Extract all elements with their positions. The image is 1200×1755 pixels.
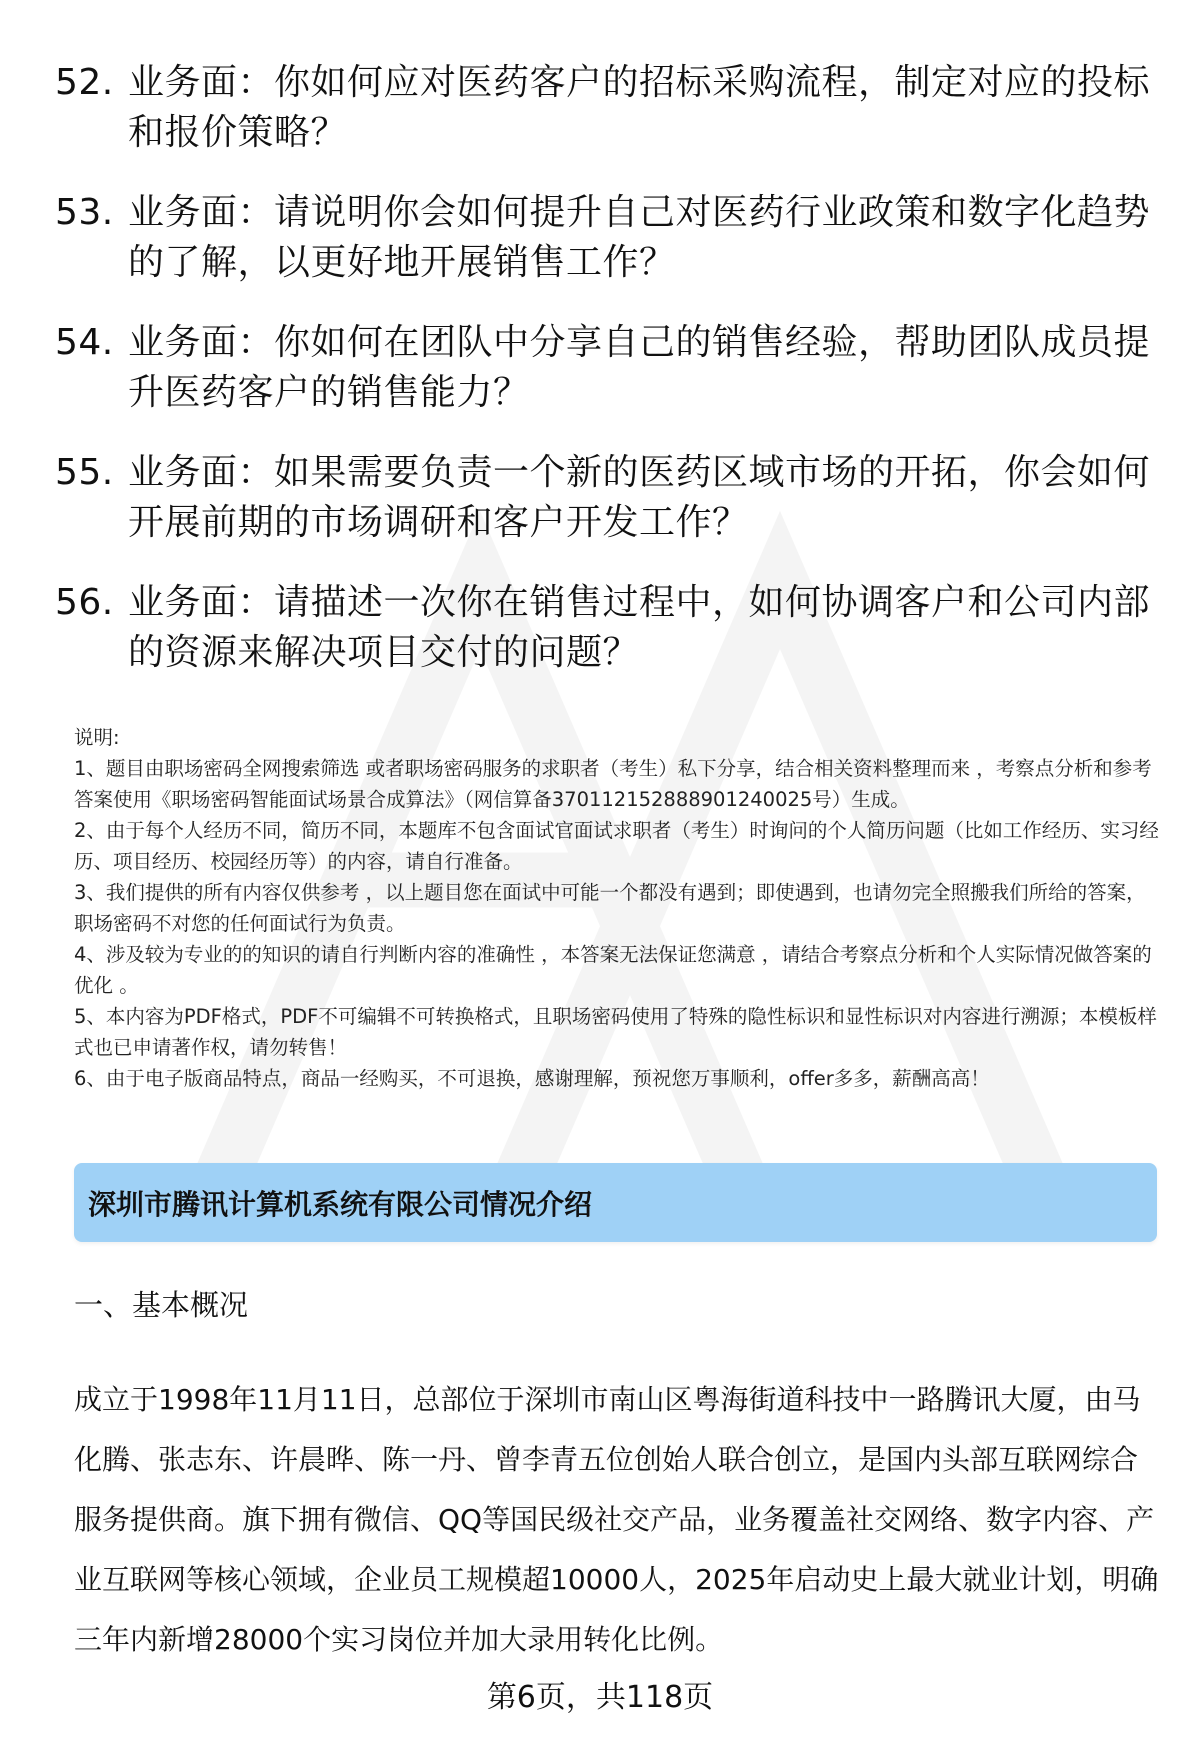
question-item — [55, 578, 1165, 678]
question-text: 业务面：你如何在团队中分享自己的销售经验，帮助团队成员提升医药客户的销售能力？ — [128, 322, 1151, 413]
question-number: 55. — [55, 452, 114, 493]
note-item: 6、由于电子版商品特点，商品一经购买，不可退换，感谢理解，预祝您万事顺利，offer多多，薪酬高高！ — [74, 1067, 990, 1090]
question-number: 56. — [55, 582, 114, 623]
question-text: 业务面：请说明你会如何提升自己对医药行业政策和数字化趋势的了解，以更好地开展销售工作？ — [128, 192, 1151, 283]
question-number: 52. — [55, 62, 114, 103]
notes-section — [74, 722, 1159, 1094]
section-heading: 一、基本概况 — [74, 1288, 249, 1322]
note-item: 1、题目由职场密码全网搜索筛选 或者职场密码服务的求职者（考生）私下分享，结合相关资料整理而来 ，考察点分析和参考答案使用《职场密码智能面试场景合成算法》（网信算备370112152888901240025号）生成。 — [74, 757, 1152, 811]
question-number: 53. — [55, 192, 114, 233]
question-item — [55, 448, 1165, 548]
question-text: 业务面：你如何应对医药客户的招标采购流程，制定对应的投标和报价策略？ — [128, 62, 1151, 153]
question-item — [55, 58, 1165, 158]
note-item: 3、我们提供的所有内容仅供参考 ，以上题目您在面试中可能一个都没有遇到；即使遇到，也请勿完全照搬我们所给的答案，职场密码不对您的任何面试行为负责。 — [74, 881, 1146, 935]
company-banner — [74, 1163, 1157, 1242]
company-overview-paragraph: 成立于1998年11月11日，总部位于深圳市南山区粤海街道科技中一路腾讯大厦，由马化腾、张志东、许晨晔、陈一丹、曾李青五位创始人联合创立，是国内头部互联网综合服务提供商。旗下拥有微信、QQ等国民级社交产品，业务覆盖社交网络、数字内容、产业互联网等核心领域，企业员工规模超10000人，2025年启动史上最大就业计划，明确三年内新增28000个实习岗位并加大录用转化比例。 — [74, 1383, 1159, 1656]
page-number: 第6页，共118页 — [486, 1680, 714, 1715]
question-number: 54. — [55, 322, 114, 363]
question-list — [55, 58, 1165, 708]
question-text: 业务面：如果需要负责一个新的医药区域市场的开拓，你会如何开展前期的市场调研和客户开发工作？ — [128, 452, 1151, 543]
question-item — [55, 318, 1165, 418]
note-item: 4、涉及较为专业的的知识的请自行判断内容的准确性 ，本答案无法保证您满意 ，请结合考察点分析和个人实际情况做答案的优化 。 — [74, 943, 1152, 997]
notes-title: 说明: — [74, 726, 120, 749]
question-text: 业务面：请描述一次你在销售过程中，如何协调客户和公司内部的资源来解决项目交付的问题？ — [128, 582, 1151, 673]
note-item: 2、由于每个人经历不同，简历不同，本题库不包含面试官面试求职者（考生）时询问的个人简历问题（比如工作经历、实习经历、项目经历、校园经历等）的内容，请自行准备。 — [74, 819, 1159, 873]
question-item — [55, 188, 1165, 288]
note-item: 5、本内容为PDF格式，PDF不可编辑不可转换格式，且职场密码使用了特殊的隐性标识和显性标识对内容进行溯源；本模板样式也已申请著作权，请勿转售！ — [74, 1005, 1157, 1059]
banner-title: 深圳市腾讯计算机系统有限公司情况介绍 — [88, 1187, 593, 1221]
